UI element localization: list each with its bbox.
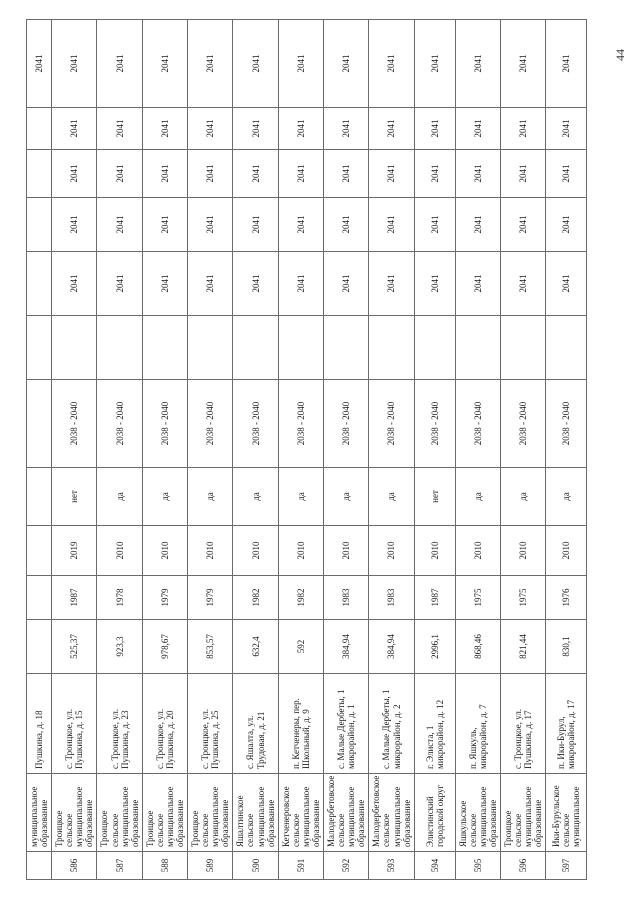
cell-year-2 bbox=[27, 198, 52, 252]
cell-survey-year: 2010 bbox=[414, 526, 455, 576]
cell-period: 2038 - 2040 bbox=[324, 380, 369, 468]
cell-address: с. Троицкое, ул. Пушкина, д. 25 bbox=[188, 674, 233, 774]
cell-built-year: 1987 bbox=[414, 576, 455, 620]
cell-period: 2038 - 2040 bbox=[52, 380, 97, 468]
cell-year-2: 2041 bbox=[414, 198, 455, 252]
cell-number: 586 bbox=[52, 852, 97, 880]
cell-year-3: 2041 bbox=[233, 150, 278, 198]
cell-empty bbox=[324, 316, 369, 380]
table-body bbox=[27, 20, 587, 880]
cell-need: да bbox=[278, 468, 323, 526]
cell-address: Пушкина, д. 18 bbox=[27, 674, 52, 774]
cell-number: 590 bbox=[233, 852, 278, 880]
cell-need: да bbox=[500, 468, 545, 526]
cell-number: 596 bbox=[500, 852, 545, 880]
cell-survey-year: 2010 bbox=[233, 526, 278, 576]
cell-period: 2038 - 2040 bbox=[233, 380, 278, 468]
table-row-continued bbox=[27, 20, 52, 880]
cell-number: 588 bbox=[142, 852, 187, 880]
cell-built-year: 1978 bbox=[97, 576, 142, 620]
cell-year-4: 2041 bbox=[546, 108, 587, 150]
cell-period: 2038 - 2040 bbox=[278, 380, 323, 468]
cell-year-2: 2041 bbox=[546, 198, 587, 252]
cell-number: 597 bbox=[546, 852, 587, 880]
cell-number: 594 bbox=[414, 852, 455, 880]
cell-survey-year: 2010 bbox=[455, 526, 500, 576]
cell-need: да bbox=[455, 468, 500, 526]
cell-number: 589 bbox=[188, 852, 233, 880]
cell-survey-year: 2010 bbox=[546, 526, 587, 576]
table-row bbox=[97, 20, 142, 880]
cell-built-year: 1979 bbox=[142, 576, 187, 620]
cell-need: да bbox=[369, 468, 414, 526]
cell-period bbox=[27, 380, 52, 468]
table-row bbox=[52, 20, 97, 880]
cell-need: да bbox=[233, 468, 278, 526]
cell-year-3 bbox=[27, 150, 52, 198]
cell-year-5: 2041 bbox=[324, 20, 369, 108]
cell-year-3: 2041 bbox=[500, 150, 545, 198]
cell-year-3: 2041 bbox=[52, 150, 97, 198]
cell-municipality: Яшкульское сельское муниципальное образование bbox=[455, 774, 500, 852]
cell-number: 587 bbox=[97, 852, 142, 880]
cell-built-year: 1975 bbox=[500, 576, 545, 620]
cell-empty bbox=[27, 316, 52, 380]
cell-need: да bbox=[188, 468, 233, 526]
cell-area: 384,94 bbox=[369, 620, 414, 674]
cell-built-year bbox=[27, 576, 52, 620]
cell-year-5: 2041 bbox=[369, 20, 414, 108]
cell-empty bbox=[52, 316, 97, 380]
table-row bbox=[278, 20, 323, 880]
cell-municipality: Малодербетовское сельское муниципальное образование bbox=[369, 774, 414, 852]
cell-need: нет bbox=[414, 468, 455, 526]
cell-period: 2038 - 2040 bbox=[188, 380, 233, 468]
cell-year-4: 2041 bbox=[278, 108, 323, 150]
cell-municipality: Яшалтинское сельское муниципальное образование bbox=[233, 774, 278, 852]
cell-number: 595 bbox=[455, 852, 500, 880]
cell-number: 592 bbox=[324, 852, 369, 880]
cell-year-2: 2041 bbox=[369, 198, 414, 252]
cell-municipality: Троицкое сельское муниципальное образование bbox=[188, 774, 233, 852]
cell-address: п. Кетченеры, пер. Школьный, д. 9 bbox=[278, 674, 323, 774]
cell-area: 923,3 bbox=[97, 620, 142, 674]
cell-survey-year: 2010 bbox=[500, 526, 545, 576]
cell-year-3: 2041 bbox=[414, 150, 455, 198]
cell-address: п. Ики-Бурул, микрорайон, д. 17 bbox=[546, 674, 587, 774]
cell-empty bbox=[414, 316, 455, 380]
cell-year-3: 2041 bbox=[369, 150, 414, 198]
cell-survey-year: 2010 bbox=[324, 526, 369, 576]
cell-built-year: 1987 bbox=[52, 576, 97, 620]
table-row bbox=[500, 20, 545, 880]
cell-survey-year: 2010 bbox=[188, 526, 233, 576]
cell-year-1: 2041 bbox=[233, 252, 278, 316]
cell-municipality: Троицкое сельское муниципальное образование bbox=[500, 774, 545, 852]
cell-year-1: 2041 bbox=[414, 252, 455, 316]
cell-area: 853,57 bbox=[188, 620, 233, 674]
cell-year-5: 2041 bbox=[27, 20, 52, 108]
cell-area bbox=[27, 620, 52, 674]
cell-year-4: 2041 bbox=[233, 108, 278, 150]
table-row bbox=[188, 20, 233, 880]
cell-empty bbox=[97, 316, 142, 380]
cell-municipality: Кетченеровское сельское муниципальное образование bbox=[278, 774, 323, 852]
cell-area: 632,4 bbox=[233, 620, 278, 674]
cell-area: 978,67 bbox=[142, 620, 187, 674]
cell-municipality: Троицкое сельское муниципальное образование bbox=[97, 774, 142, 852]
cell-year-3: 2041 bbox=[97, 150, 142, 198]
cell-year-3: 2041 bbox=[278, 150, 323, 198]
cell-year-4: 2041 bbox=[52, 108, 97, 150]
cell-year-2: 2041 bbox=[142, 198, 187, 252]
table-row bbox=[142, 20, 187, 880]
cell-period: 2038 - 2040 bbox=[97, 380, 142, 468]
cell-municipality: муниципальное образование bbox=[27, 774, 52, 852]
cell-year-1: 2041 bbox=[52, 252, 97, 316]
cell-year-1: 2041 bbox=[142, 252, 187, 316]
cell-empty bbox=[278, 316, 323, 380]
rotated-table-wrapper bbox=[26, 20, 580, 880]
cell-address: с. Троицкое, ул. Пушкина, д. 20 bbox=[142, 674, 187, 774]
cell-year-5: 2041 bbox=[52, 20, 97, 108]
cell-address: с. Малые Дербеты, 1 микрорайон, д. 1 bbox=[324, 674, 369, 774]
cell-year-2: 2041 bbox=[324, 198, 369, 252]
cell-municipality: Ики-Бурульское сельское муниципальное bbox=[546, 774, 587, 852]
cell-empty bbox=[188, 316, 233, 380]
cell-municipality: Элистинский городской округ bbox=[414, 774, 455, 852]
cell-built-year: 1982 bbox=[278, 576, 323, 620]
cell-address: п. Яшкуль, микрорайон, д. 7 bbox=[455, 674, 500, 774]
cell-year-5: 2041 bbox=[97, 20, 142, 108]
cell-number bbox=[27, 852, 52, 880]
cell-year-5: 2041 bbox=[455, 20, 500, 108]
cell-year-1 bbox=[27, 252, 52, 316]
cell-municipality: Троицкое сельское муниципальное образование bbox=[52, 774, 97, 852]
cell-year-5: 2041 bbox=[233, 20, 278, 108]
cell-year-1: 2041 bbox=[455, 252, 500, 316]
cell-year-2: 2041 bbox=[233, 198, 278, 252]
cell-year-2: 2041 bbox=[278, 198, 323, 252]
cell-year-2: 2041 bbox=[188, 198, 233, 252]
cell-empty bbox=[142, 316, 187, 380]
cell-year-5: 2041 bbox=[278, 20, 323, 108]
cell-address: с. Троицкое, ул. Пушкина, д. 17 bbox=[500, 674, 545, 774]
cell-built-year: 1983 bbox=[324, 576, 369, 620]
cell-year-5: 2041 bbox=[142, 20, 187, 108]
table-row bbox=[546, 20, 587, 880]
table-row bbox=[233, 20, 278, 880]
cell-year-3: 2041 bbox=[546, 150, 587, 198]
cell-year-3: 2041 bbox=[324, 150, 369, 198]
table-row bbox=[414, 20, 455, 880]
cell-area: 525,37 bbox=[52, 620, 97, 674]
register-table bbox=[26, 19, 587, 880]
cell-area: 384,94 bbox=[324, 620, 369, 674]
cell-need: да bbox=[546, 468, 587, 526]
cell-year-4: 2041 bbox=[142, 108, 187, 150]
cell-year-5: 2041 bbox=[500, 20, 545, 108]
cell-number: 593 bbox=[369, 852, 414, 880]
cell-survey-year bbox=[27, 526, 52, 576]
cell-year-1: 2041 bbox=[324, 252, 369, 316]
cell-period: 2038 - 2040 bbox=[455, 380, 500, 468]
cell-year-3: 2041 bbox=[455, 150, 500, 198]
cell-survey-year: 2010 bbox=[142, 526, 187, 576]
cell-year-1: 2041 bbox=[188, 252, 233, 316]
cell-need: да bbox=[97, 468, 142, 526]
cell-empty bbox=[369, 316, 414, 380]
cell-year-4: 2041 bbox=[97, 108, 142, 150]
cell-survey-year: 2010 bbox=[278, 526, 323, 576]
page-number: 44 bbox=[613, 49, 627, 61]
cell-year-4: 2041 bbox=[414, 108, 455, 150]
table-row bbox=[369, 20, 414, 880]
cell-municipality: Троицкое сельское муниципальное образование bbox=[142, 774, 187, 852]
cell-need bbox=[27, 468, 52, 526]
cell-year-1: 2041 bbox=[97, 252, 142, 316]
cell-survey-year: 2010 bbox=[369, 526, 414, 576]
cell-period: 2038 - 2040 bbox=[546, 380, 587, 468]
cell-built-year: 1975 bbox=[455, 576, 500, 620]
cell-survey-year: 2010 bbox=[97, 526, 142, 576]
cell-year-4: 2041 bbox=[500, 108, 545, 150]
cell-year-1: 2041 bbox=[369, 252, 414, 316]
cell-year-3: 2041 bbox=[188, 150, 233, 198]
cell-address: г. Элиста, 1 микрорайон, д. 12 bbox=[414, 674, 455, 774]
cell-need: нет bbox=[52, 468, 97, 526]
cell-built-year: 1976 bbox=[546, 576, 587, 620]
cell-year-5: 2041 bbox=[414, 20, 455, 108]
cell-area: 830,1 bbox=[546, 620, 587, 674]
cell-address: с. Троицкое, ул. Пушкина, д. 15 bbox=[52, 674, 97, 774]
cell-area: 2996,1 bbox=[414, 620, 455, 674]
cell-number: 591 bbox=[278, 852, 323, 880]
cell-built-year: 1983 bbox=[369, 576, 414, 620]
cell-year-3: 2041 bbox=[142, 150, 187, 198]
cell-year-5: 2041 bbox=[188, 20, 233, 108]
cell-address: с. Яшалта, ул. Трудовая, д. 21 bbox=[233, 674, 278, 774]
cell-need: да bbox=[324, 468, 369, 526]
cell-empty bbox=[455, 316, 500, 380]
cell-period: 2038 - 2040 bbox=[369, 380, 414, 468]
cell-year-2: 2041 bbox=[500, 198, 545, 252]
cell-empty bbox=[546, 316, 587, 380]
cell-year-2: 2041 bbox=[97, 198, 142, 252]
cell-survey-year: 2019 bbox=[52, 526, 97, 576]
cell-year-4 bbox=[27, 108, 52, 150]
cell-year-1: 2041 bbox=[546, 252, 587, 316]
cell-year-4: 2041 bbox=[188, 108, 233, 150]
cell-period: 2038 - 2040 bbox=[142, 380, 187, 468]
cell-year-4: 2041 bbox=[369, 108, 414, 150]
cell-empty bbox=[500, 316, 545, 380]
cell-address: с. Троицкое, ул. Пушкина, д. 23 bbox=[97, 674, 142, 774]
cell-empty bbox=[233, 316, 278, 380]
table-row bbox=[455, 20, 500, 880]
table-row bbox=[324, 20, 369, 880]
cell-area: 868,46 bbox=[455, 620, 500, 674]
cell-year-2: 2041 bbox=[52, 198, 97, 252]
cell-built-year: 1982 bbox=[233, 576, 278, 620]
cell-need: да bbox=[142, 468, 187, 526]
cell-year-4: 2041 bbox=[324, 108, 369, 150]
cell-period: 2038 - 2040 bbox=[500, 380, 545, 468]
cell-year-1: 2041 bbox=[500, 252, 545, 316]
cell-year-5: 2041 bbox=[546, 20, 587, 108]
cell-period: 2038 - 2040 bbox=[414, 380, 455, 468]
cell-built-year: 1979 bbox=[188, 576, 233, 620]
cell-year-2: 2041 bbox=[455, 198, 500, 252]
cell-area: 592 bbox=[278, 620, 323, 674]
cell-municipality: Малодербетовское сельское муниципальное образование bbox=[324, 774, 369, 852]
cell-address: с. Малые Дербеты, 1 микрорайон, д. 2 bbox=[369, 674, 414, 774]
cell-year-1: 2041 bbox=[278, 252, 323, 316]
cell-area: 821,44 bbox=[500, 620, 545, 674]
cell-year-4: 2041 bbox=[455, 108, 500, 150]
